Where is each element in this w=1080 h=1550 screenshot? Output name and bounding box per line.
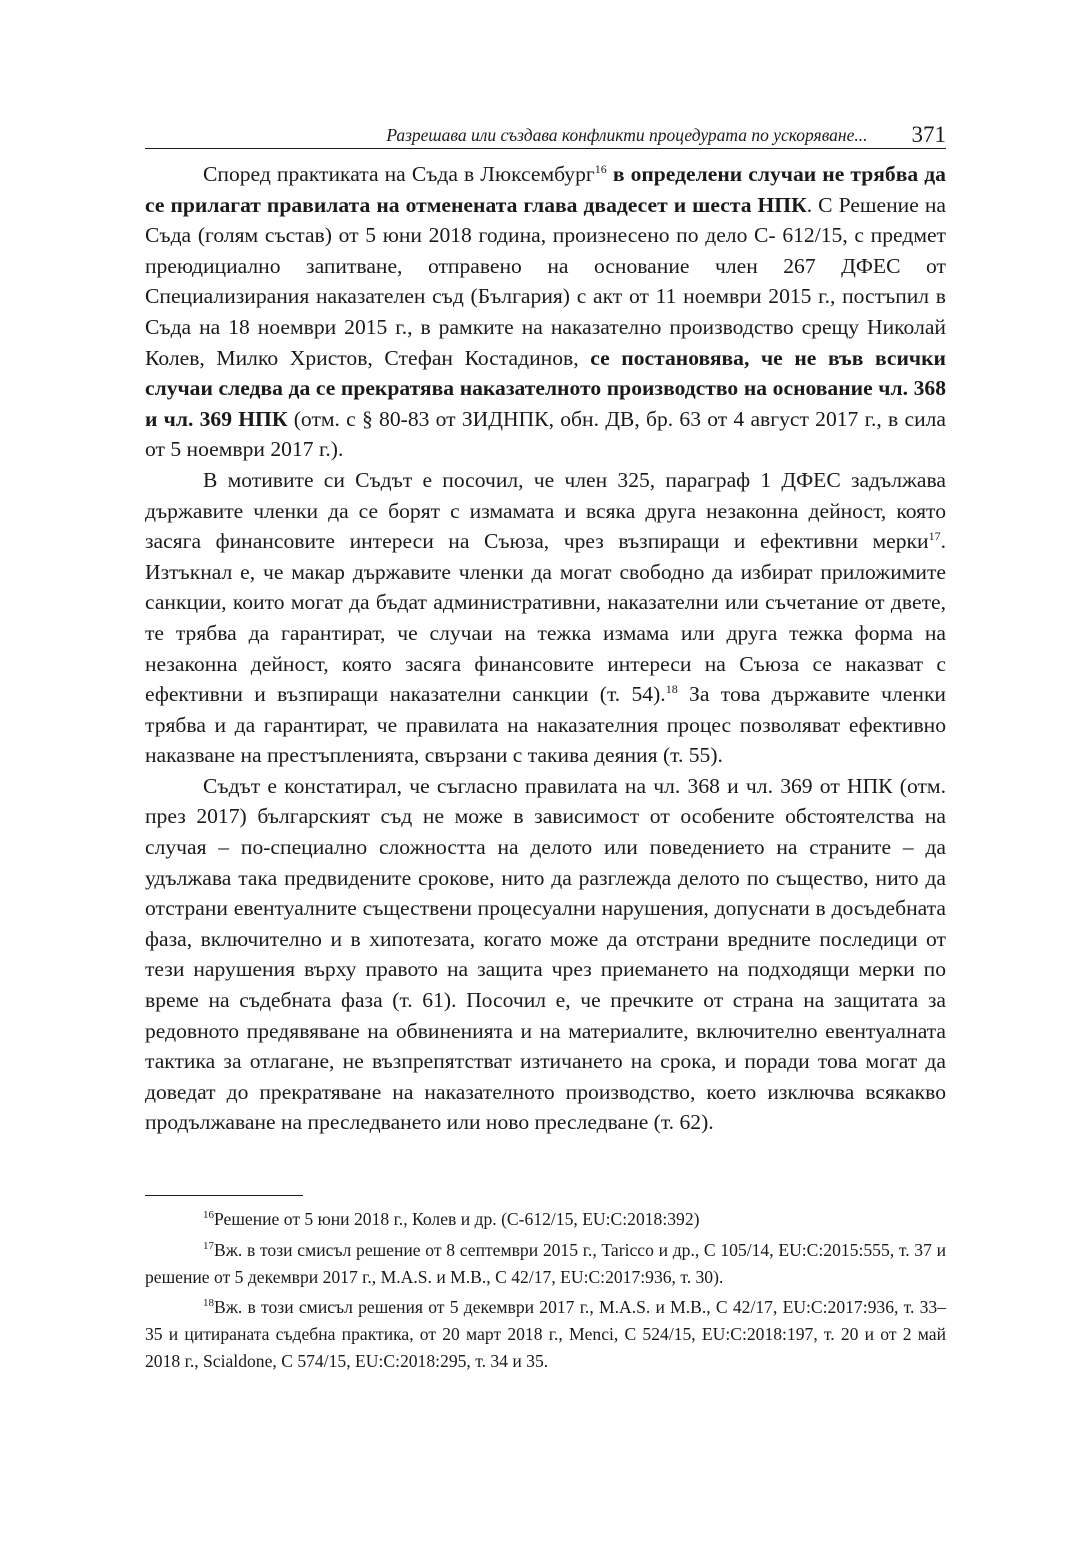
paragraph-3 [145, 771, 946, 1138]
footnote-number: 17 [203, 1239, 214, 1252]
page [145, 114, 946, 1379]
bold-run: се постановява, че не във всички случаи следва да се прекратява наказателното производство на основание чл. 368 и чл. 369 НПК [145, 345, 946, 431]
footnote-text: Вж. в този смисъл решение от 8 септември 2015 г., Taricco и др., C 105/14, EU:C:2015:555, т. 37 и решение от 5 декември 2017 г., M.A.S. и M.B., C 42/17, EU:C:2017:936, т. 30). [145, 1239, 946, 1287]
footnote-text: Решение от 5 юни 2018 г., Колев и др. (C-612/15, EU:C:2018:392) [214, 1209, 700, 1229]
text-run: (отм. с § 80-83 от ЗИДНПК, обн. ДВ, бр. 63 от 4 август 2017 г., в сила от 5 ноември 2017 г.). [145, 406, 946, 462]
text-run: В мотивите си Съдът е посочил, че член 325, параграф 1 ДФЕС задължава държавите членки да се борят с измамата и всяка друга незаконна дейност, която засяга финансовите интереси на Съюза, чрез възпиращи и ефективни мерки [145, 467, 946, 554]
running-title: Разрешава или създава конфликти процедурата по ускоряване... [386, 125, 868, 145]
footnote-text: Вж. в този смисъл решения от 5 декември 2017 г., M.A.S. и M.B., C 42/17, EU:C:2017:936, т. 33–35 и цитираната съдебна практика, от 20 март 2018 г., Menci, C 524/15, EU:C:2018:197, т. 20 и от 2 май 2018 г., Scialdone, C 574/15, EU:C:2018:295, т. 34 и 35. [145, 1297, 946, 1371]
text-run: Съдът е констатирал, че съгласно правилата на чл. 368 и чл. 369 от НПК (отм. през 2017) българският съд не може в зависимост от особените обстоятелства на случая – по-специално сложността на делото или поведението на страните – да удължава така предвидените срокове, нито да разглежда делото по същество, нито да отстрани евентуалните съществени процесуални нарушения, допуснати в досъдебната фаза, включително и в хипотезата, когато може да отстрани вредните последици от тези нарушения върху правото на защита чрез приемането на подходящи мерки по време на съдебната фаза (т. 61). Посочил е, че пречките от страна на защитата за редовното предявяване на обвиненията и на материалите, включително евентуалната тактика за отлагане, не възпрепятстват изтичането на срока, и поради това могат да доведат до прекратяване на наказателното производство, което изключва всякакво продължаване на преследването или ново преследване (т. 62). [145, 773, 946, 1135]
footnote-16 [145, 1206, 946, 1233]
footnote-18 [145, 1294, 946, 1374]
text-run: . С Решение на Съда (голям състав) от 5 юни 2018 година, произнесено по дело С- 612/15, с предмет преюдициално запитване, отправено на основание член 267 ДФЕС от Специализирания наказателен съд (България) с акт от 11 ноември 2015 г., постъпил в Съда на 18 ноември 2015 г., в рамките на наказателно производство срещу Николай Колев, Милко Христов, Стефан Костадинов, [145, 192, 946, 370]
footnotes [145, 1206, 946, 1375]
paragraph-1 [145, 159, 946, 465]
text-run: . Изтъкнал е, че макар държавите членки да могат свободно да избират приложимите санкции, които могат да бъдат административни, наказателни или съчетание от двете, те трябва да гарантират, че случаи на тежка измама или друга тежка форма на незаконна дейност, която засяга финансовите интереси на Съюза се наказват с ефективни и възпиращи наказателни санкции (т. 54). [145, 529, 946, 707]
footnote-number: 18 [203, 1297, 214, 1310]
body-text [145, 159, 946, 1138]
running-header [145, 114, 946, 149]
text-run: Според практиката на Съда в Люксембург [203, 162, 595, 186]
footnote-separator [145, 1195, 303, 1196]
footnote-ref-17: 17 [928, 528, 941, 543]
footnote-number: 16 [203, 1209, 214, 1222]
footnote-ref-16: 16 [594, 161, 607, 176]
footnote-ref-18: 18 [665, 681, 678, 696]
page-number: 371 [911, 122, 946, 147]
footnote-17 [145, 1237, 946, 1291]
paragraph-2 [145, 465, 946, 771]
text-run: За това държавите членки трябва и да гарантират, че правилата на наказателния процес позволяват ефективно наказване на престъпленията, свързани с такива деяния (т. 55). [145, 682, 946, 768]
bold-run: в определени случаи не трябва да се прилагат правилата на отменената глава двадесет и шеста НПК [145, 162, 946, 217]
